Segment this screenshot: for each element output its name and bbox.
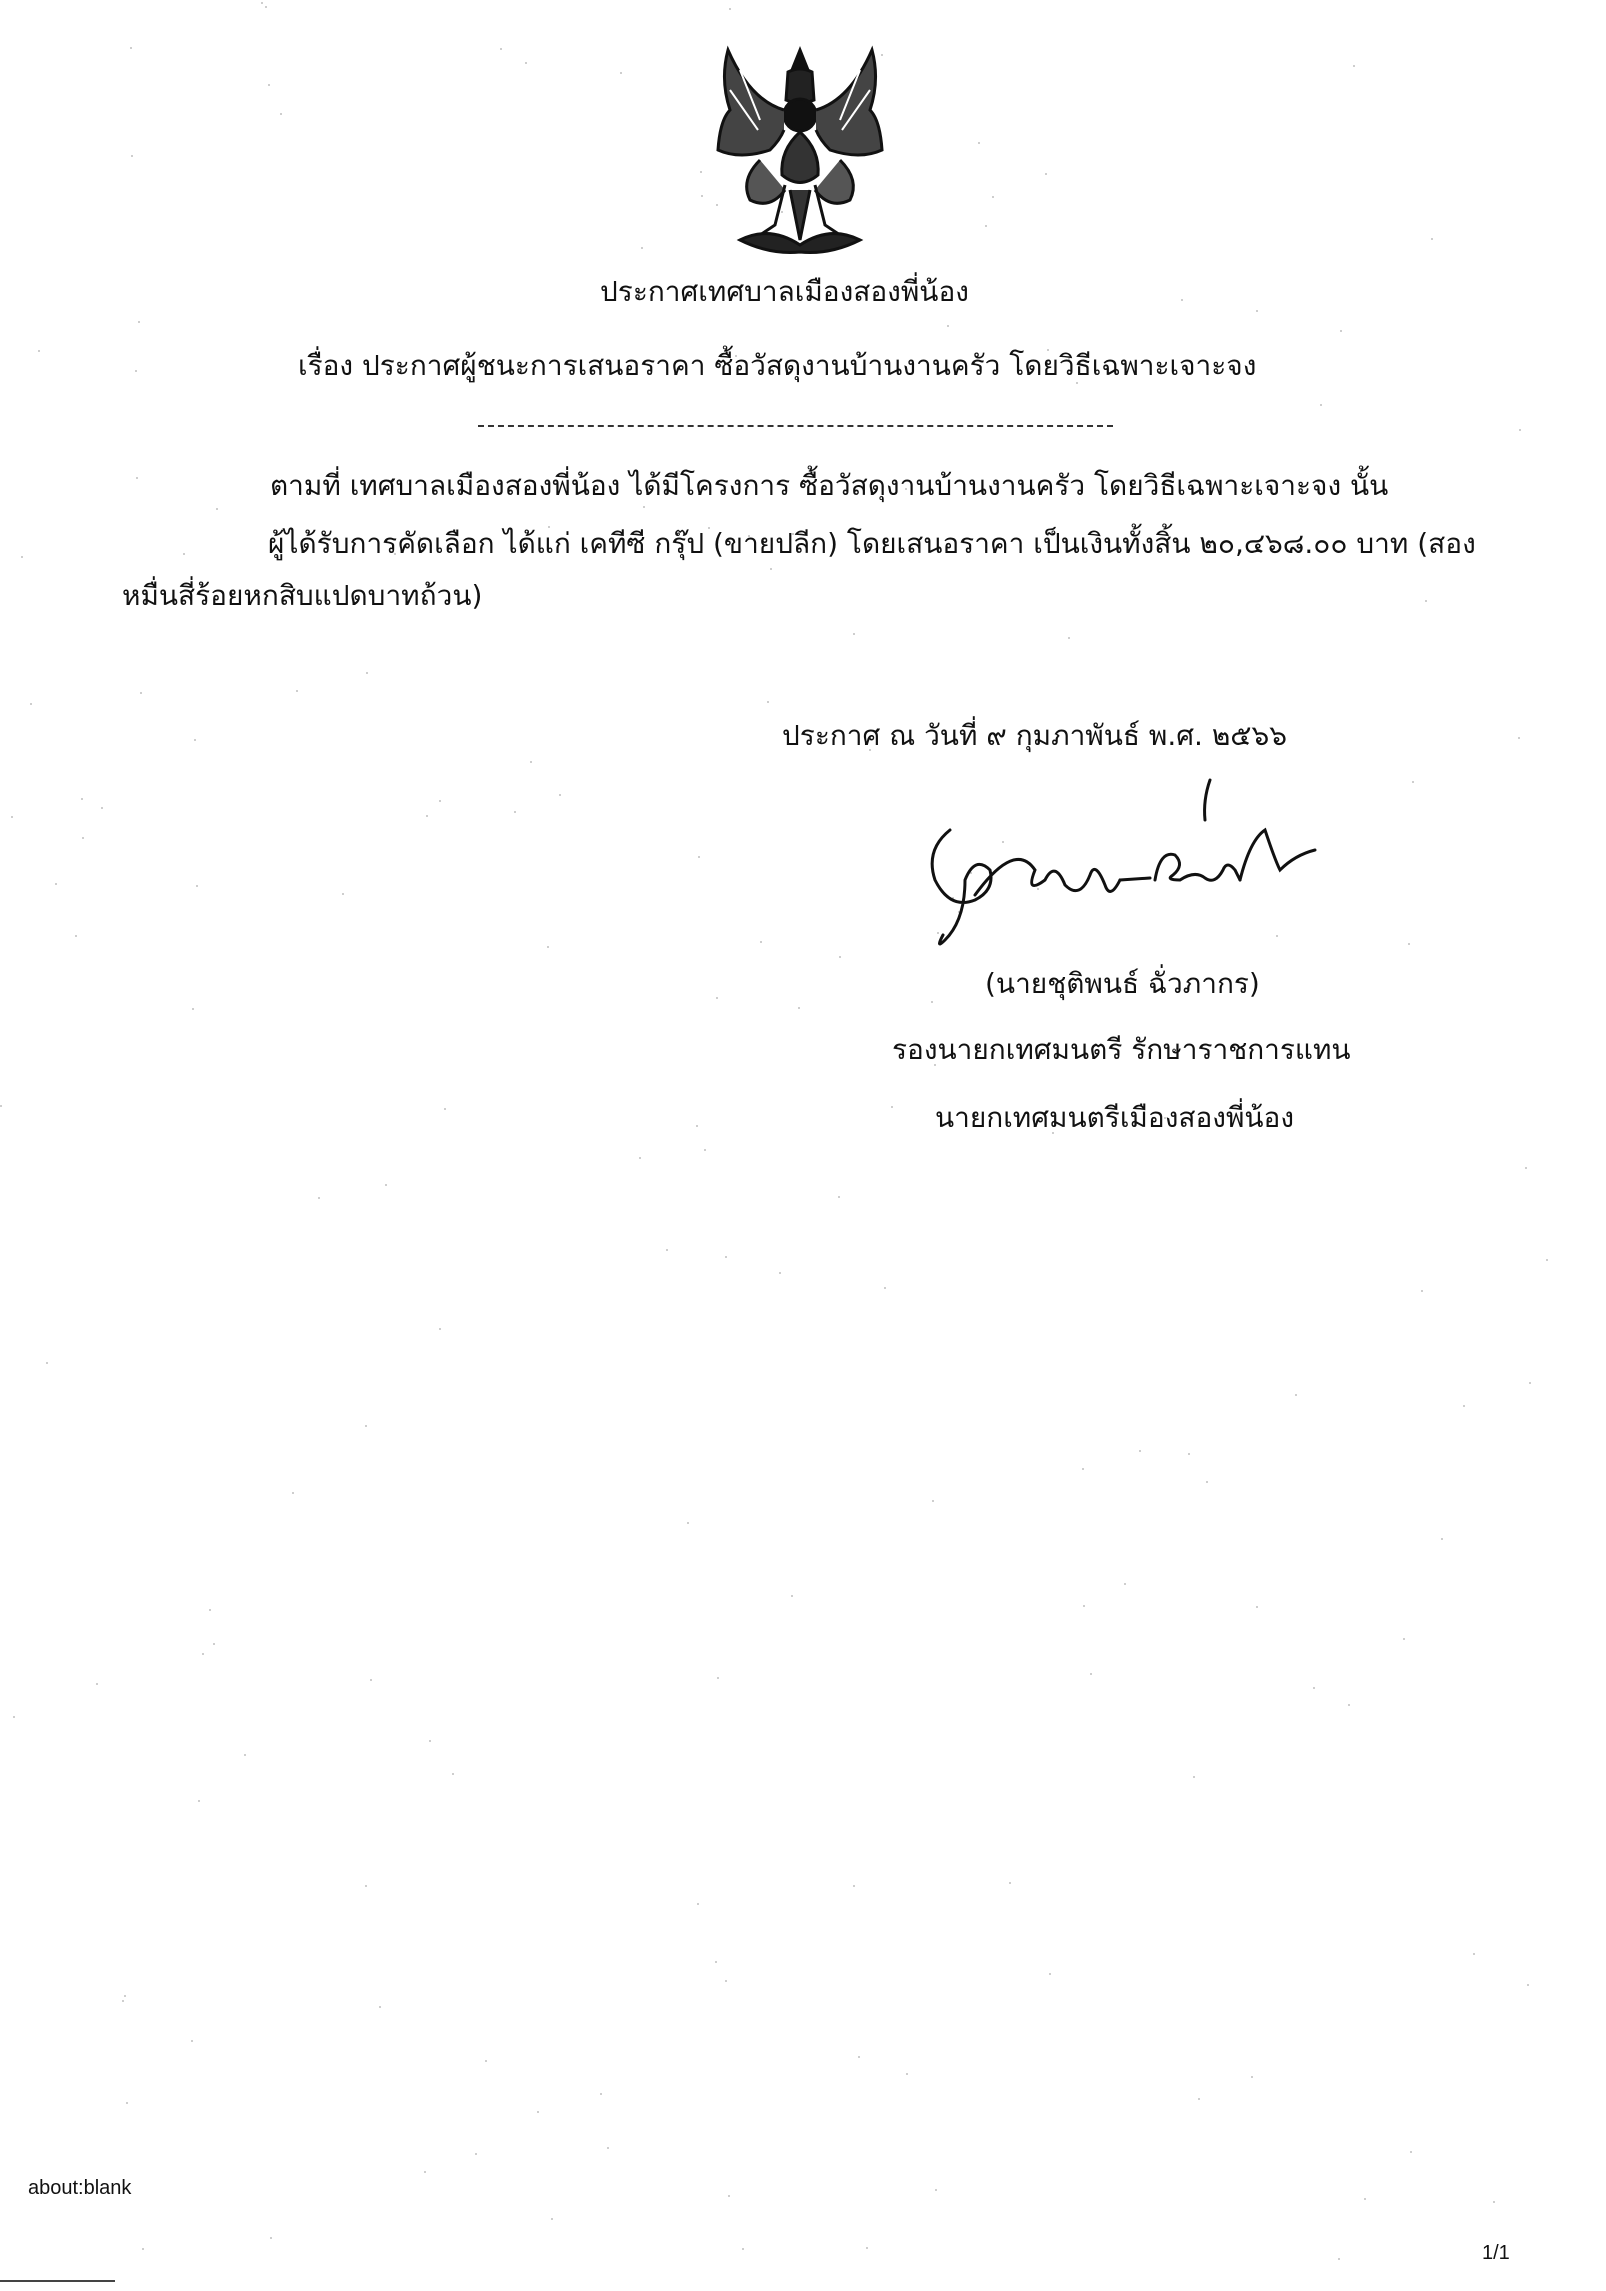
signer-position-2: นายกเทศมนตรีเมืองสองพี่น้อง [935,1101,1295,1134]
scan-speck [1473,1953,1475,1955]
scan-speck [30,703,32,705]
scan-speck [728,2195,730,2197]
separator-rule [478,425,1113,427]
scan-speck [641,247,643,249]
signer-name: (นายชุติพนธ์ ฉั่วภากร) [985,967,1260,1000]
scan-speck [261,2,263,4]
scan-speck [365,1425,367,1427]
scan-speck [551,2218,553,2220]
scan-speck [607,2147,609,2149]
scan-speck [1431,238,1433,240]
scan-speck [742,2248,744,2250]
scan-speck [639,1157,641,1159]
scan-speck [13,1716,15,1718]
scan-speck [439,800,441,802]
scan-speck [101,807,103,809]
scan-speck [600,2093,602,2095]
scan-speck [798,1007,800,1009]
scan-speck [1525,1167,1527,1169]
scan-speck [194,739,196,741]
scan-speck [452,1773,454,1775]
body-line-1: ตามที่ เทศบาลเมืองสองพี่น้อง ได้มีโครงการ ซื้อวัสดุงานบ้านงานครัว โดยวิธีเฉพาะเจาะจง นั้น [270,469,1389,502]
signer-position-1: รองนายกเทศมนตรี รักษาราชการแทน [892,1033,1351,1066]
scan-speck [1412,781,1414,783]
scan-speck [1193,1776,1195,1778]
scan-speck [779,1272,781,1274]
scan-speck [140,692,142,694]
scan-speck [530,761,532,763]
scan-speck [126,2102,128,2104]
scan-speck [704,1149,706,1151]
scan-speck [666,1249,668,1251]
scan-speck [342,893,344,895]
scan-speck [1348,1704,1350,1706]
scan-speck [725,1980,727,1982]
scan-speck [858,2056,860,2058]
announcement-title: ประกาศเทศบาลเมืองสองพี่น้อง [600,275,969,308]
scan-speck [1198,2098,1200,2100]
scan-speck [0,1105,2,1107]
scan-speck [216,508,218,510]
scan-speck [1049,1973,1051,1975]
scan-speck [213,1643,215,1645]
scan-speck [485,2060,487,2062]
scan-speck [1206,1481,1208,1483]
scan-speck [1425,600,1427,602]
scan-speck [1403,1638,1405,1640]
scan-speck [1546,1259,1548,1261]
scan-speck [183,553,185,555]
scan-speck [500,48,502,50]
scan-speck [244,1754,246,1756]
scan-speck [1181,299,1183,301]
scan-speck [698,856,700,858]
scan-speck [1295,1394,1297,1396]
scan-speck [439,1328,441,1330]
scan-speck [1340,330,1342,332]
scan-speck [1009,1882,1011,1884]
scan-speck [292,1492,294,1494]
scan-speck [366,672,368,674]
scan-speck [947,325,949,327]
scan-speck [280,113,282,115]
scan-speck [525,62,527,64]
scan-speck [429,1740,431,1742]
scan-speck [1045,173,1047,175]
scan-speck [1421,1290,1423,1292]
scan-speck [687,1522,689,1524]
scan-speck [1068,637,1070,639]
scan-speck [1493,2201,1495,2203]
scan-speck [791,1595,793,1597]
scan-speck [992,196,994,198]
body-line-2: ผู้ได้รับการคัดเลือก ได้แก่ เคทีซี กรุ๊ป (ขายปลีก) โดยเสนอราคา เป็นเงินทั้งสิ้น ๒๐,๔๖๘.๐๐ บาท (สอง [268,527,1476,560]
scan-speck [385,1184,387,1186]
scan-edge-line [0,2280,115,2282]
scan-speck [1083,1605,1085,1607]
scan-speck [716,997,718,999]
scan-speck [725,1256,727,1258]
scan-speck [444,1108,446,1110]
scan-speck [426,815,428,817]
scan-speck [931,1001,933,1003]
scan-speck [1256,310,1258,312]
scan-speck [196,885,198,887]
scan-speck [1364,2198,1366,2200]
scan-speck [559,794,561,796]
scan-speck [1188,1453,1190,1455]
scan-speck [838,1196,840,1198]
scan-speck [202,1653,204,1655]
scan-speck [1353,65,1355,67]
scan-speck [906,2073,908,2075]
scan-speck [270,2237,272,2239]
garuda-emblem-icon [700,40,900,265]
scan-speck [131,155,133,157]
announcement-subject: เรื่อง ประกาศผู้ชนะการเสนอราคา ซื้อวัสดุงานบ้านงานครัว โดยวิธีเฉพาะเจาะจง [298,349,1257,382]
scan-speck [696,1125,698,1127]
scan-speck [1463,1405,1465,1407]
scan-speck [1251,2076,1253,2078]
scan-speck [643,506,645,508]
scan-speck [138,321,140,323]
scan-speck [1410,2151,1412,2153]
page-number: 1/1 [1482,2242,1510,2264]
scan-speck [760,941,762,943]
scan-speck [853,1885,855,1887]
scan-speck [192,1008,194,1010]
print-url: about:blank [28,2177,132,2199]
scan-speck [547,946,549,948]
scan-speck [370,1679,372,1681]
scan-speck [1519,429,1521,431]
scan-speck [1527,1984,1529,1986]
scan-speck [268,84,270,86]
scan-speck [21,556,23,558]
scan-speck [82,837,84,839]
scan-speck [209,1609,211,1611]
scan-speck [932,1500,934,1502]
scan-speck [853,633,855,635]
scan-speck [55,883,57,885]
scan-speck [130,47,132,49]
scan-speck [96,1683,98,1685]
scan-speck [717,1677,719,1679]
scan-speck [935,2189,937,2191]
scan-speck [978,142,980,144]
scan-speck [839,956,841,958]
scan-speck [1408,943,1410,945]
handwritten-signature [905,760,1325,955]
scan-speck [1518,737,1520,739]
scan-speck [514,811,516,813]
scan-speck [424,2171,426,2173]
scan-speck [1256,1606,1258,1608]
scan-speck [1529,1382,1531,1384]
scan-speck [475,2153,477,2155]
scan-speck [770,568,772,570]
scan-speck [1313,1687,1315,1689]
scan-speck [1090,1673,1092,1675]
scan-speck [866,2247,868,2249]
scan-speck [1139,1450,1141,1452]
scan-speck [729,8,731,10]
scan-speck [11,816,13,818]
scan-speck [75,935,77,937]
scan-speck [884,1287,886,1289]
scan-speck [124,1995,126,1997]
scan-speck [379,2006,381,2008]
scan-speck [191,2040,193,2042]
scan-speck [142,2248,144,2250]
scan-speck [715,1961,717,1963]
scan-speck [1338,2258,1340,2260]
scan-speck [296,690,298,692]
scan-speck [265,6,267,8]
scan-speck [537,2111,539,2113]
scan-speck [1124,1583,1126,1585]
scan-speck [46,1362,48,1364]
scan-speck [365,1885,367,1887]
scan-speck [135,370,137,372]
scan-speck [136,477,138,479]
scan-speck [1082,1468,1084,1470]
scan-speck [122,2000,124,2002]
scan-speck [318,1197,320,1199]
scan-speck [81,798,83,800]
announce-date: ประกาศ ณ วันที่ ๙ กุมภาพันธ์ พ.ศ. ๒๕๖๖ [782,719,1288,752]
scan-speck [697,1903,699,1905]
scan-speck [985,225,987,227]
scan-speck [1441,1538,1443,1540]
scan-speck [767,701,769,703]
scan-speck [620,72,622,74]
scan-speck [198,1800,200,1802]
scan-speck [891,1106,893,1108]
body-line-3: หมื่นสี่ร้อยหกสิบแปดบาทถ้วน) [122,579,483,612]
scan-speck [38,350,40,352]
scan-speck [1320,404,1322,406]
